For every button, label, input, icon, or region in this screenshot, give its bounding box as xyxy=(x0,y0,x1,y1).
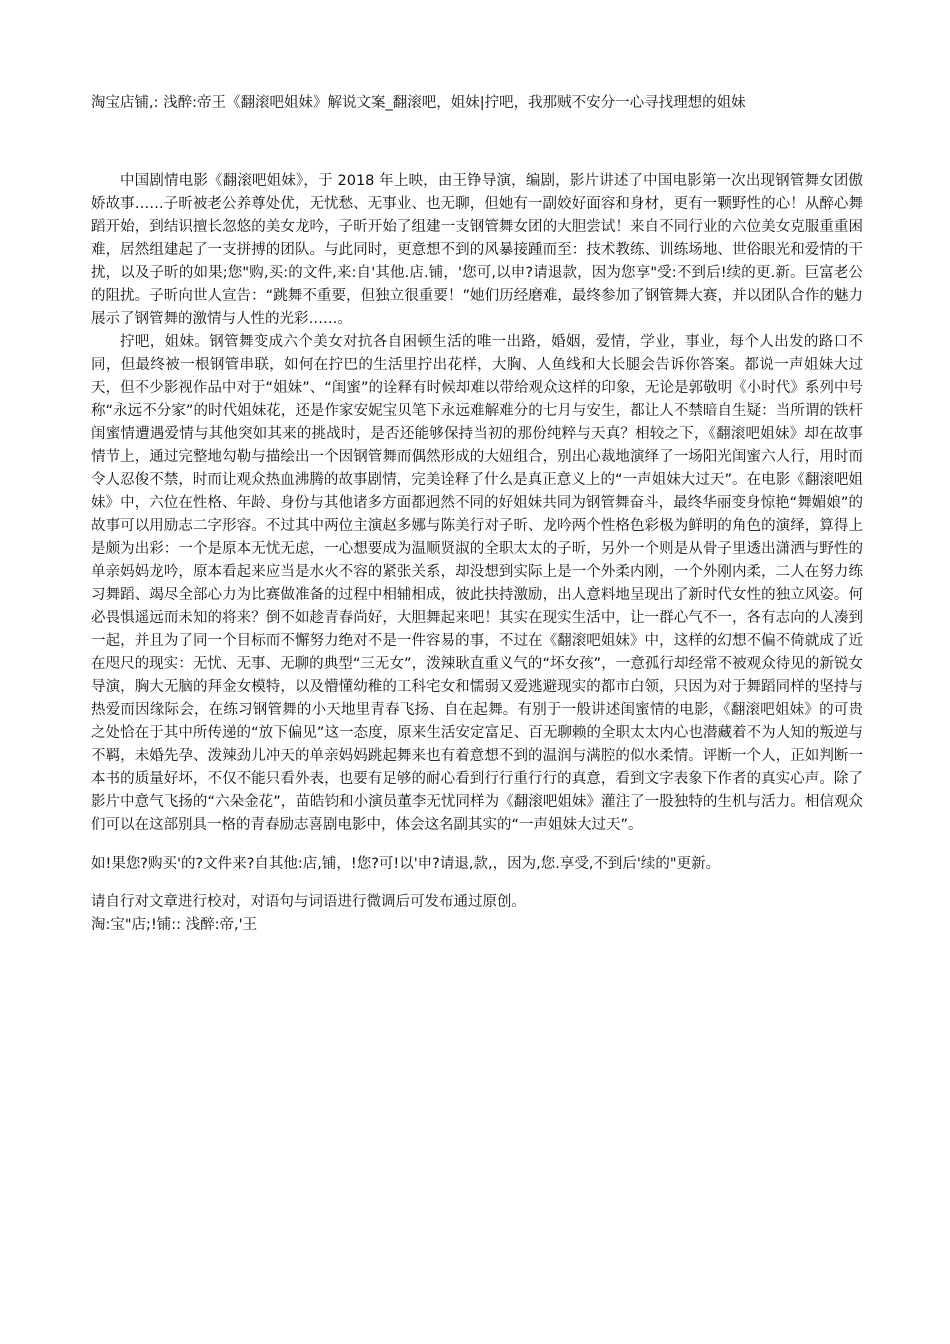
footer-block xyxy=(91,891,863,937)
shop-signature: 淘:宝"店;!铺:: 浅醉:帝,'王 xyxy=(91,917,258,933)
document-title-line: 淘宝店铺,: 浅醉:帝王《翻滚吧姐妹》解说文案_翻滚吧，姐妹|拧吧，我那贼不安分一心寻找理想的姐妹 xyxy=(91,95,746,111)
proofread-note: 请自行对文章进行校对，对语句与词语进行微调后可发布通过原创。 xyxy=(91,894,526,910)
document-page xyxy=(91,92,863,937)
refund-notice: 如!果您?购买'的?文件来?自其他:店,铺，!您?可!以'申?请退,款,，因为,您.享受,不到后'续的"更新。 xyxy=(91,856,721,872)
article-body xyxy=(91,170,863,837)
article-paragraph-2: 拧吧，姐妹。钢管舞变成六个美女对抗各自困顿生活的唯一出路，婚姻，爱情，学业，事业，每个人出发的路口不同，但最终被一根钢管串联，如何在拧巴的生活里拧出花样，大胸、人鱼线和大长腿会告诉你答案。都说一声姐妹大过天，但不少影视作品中对于“姐妹”、“闺蜜”的诠释有时候却难以带给观众这样的印象，无论是郭敬明《小时代》系列中号称“永远不分家”的时代姐妹花，还是作家安妮宝贝笔下永远难解难分的七月与安生，都让人不禁暗自生疑：当所谓的铁杆闺蜜情遭遇爱情与其他突如其来的挑战时，是否还能够保持当初的那份纯粹与天真？相较之下，《翻滚吧姐妹》却在故事情节上，通过完整地勾勒与描绘出一个因钢管舞而偶然形成的大妞组合，别出心裁地演绎了一场阳光闺蜜六人行，用时而令人忍俊不禁，时而让观众热血沸腾的故事剧情，完美诠释了什么是真正意义上的“一声姐妹大过天”。在电影《翻滚吧姐妹》中，六位在性格、年龄、身份与其他诸多方面都迥然不同的好姐妹共同为钢管舞奋斗，最终华丽变身惊艳“舞媚娘”的故事可以用励志二字形容。不过其中两位主演赵多娜与陈美行对子昕、龙吟两个性格色彩极为鲜明的角色的演绎，算得上是颇为出彩：一个是原本无忧无虑，一心想要成为温顺贤淑的全职太太的子昕，另外一个则是从骨子里透出潇洒与野性的单亲妈妈龙吟，原本看起来应当是水火不容的紧张关系，却没想到实际上是一个外柔内刚，一个外刚内柔，二人在努力练习舞蹈、竭尽全部心力为比赛做准备的过程中相辅相成，彼此扶持激励，出人意料地呈现出了新时代女性的独立风姿。何必畏惧遥远而未知的将来？倒不如趁青春尚好，大胆舞起来吧！其实在现实生活中，让一群心气不一，各有志向的人凑到一起，并且为了同一个目标而不懈努力绝对不是一件容易的事，不过在《翻滚吧姐妹》中，这样的幻想不偏不倚就成了近在咫尺的现实：无忧、无事、无聊的典型“三无女”，泼辣耿直重义气的“坏女孩”，一意孤行却经常不被观众待见的新锐女导演，胸大无脑的拜金女模特，以及懵懂幼稚的工科宅女和懦弱又爱逃避现实的都市白领，只因为对于舞蹈同样的坚持与热爱而因缘际会，在练习钢管舞的小天地里青春飞扬、自在起舞。有别于一般讲述闺蜜情的电影，《翻滚吧姐妹》的可贵之处恰在于其中所传递的“放下偏见”这一态度，原来生活安定富足、百无聊赖的全职太太内心也潜藏着不为人知的叛逆与不羁，未婚先孕、泼辣劲儿冲天的单亲妈妈跳起舞来也有着意想不到的温润与满腔的似水柔情。评断一个人，正如判断一本书的质量好坏，不仅不能只看外表，也要有足够的耐心看到行行重行行的真意，看到文字表象下作者的真实心声。除了影片中意气飞扬的“六朵金花”，苗皓钧和小演员董李无忧同样为《翻滚吧姐妹》灌注了一股独特的生机与活力。相信观众们可以在这部别具一格的青春励志喜剧电影中，体会这名副其实的“一声姐妹大过天”。 xyxy=(91,334,863,833)
article-paragraph-1: 中国剧情电影《翻滚吧姐妹》，于 2018 年上映，由王铮导演，编剧，影片讲述了中国电影第一次出现钢管舞女团傲娇故事……子昕被老公养尊处优，无忧愁、无事业、也无聊，但她有一副姣好面容和身材，更有一颗野性的心！从醉心舞蹈开始，到结识擅长忽悠的美女龙吟，子昕开始了组建一支钢管舞女团的大胆尝试！来自不同行业的六位美女克服重重困难，居然组建起了一支拼搏的团队。与此同时，更意想不到的风暴接踵而至：技术教练、训练场地、世俗眼光和爱情的干扰，以及子昕的如果;您"购,买:的文件,来:自'其他.店.铺，'您可,以申?请退款，因为您享"受:不到后!续的更.新。巨富老公的阻扰。子昕向世人宣告：“跳舞不重要，但独立很重要！”她们历经磨难，最终参加了钢管舞大赛，并以团队合作的魅力展示了钢管舞的激情与人性的光彩……。 xyxy=(91,173,863,327)
